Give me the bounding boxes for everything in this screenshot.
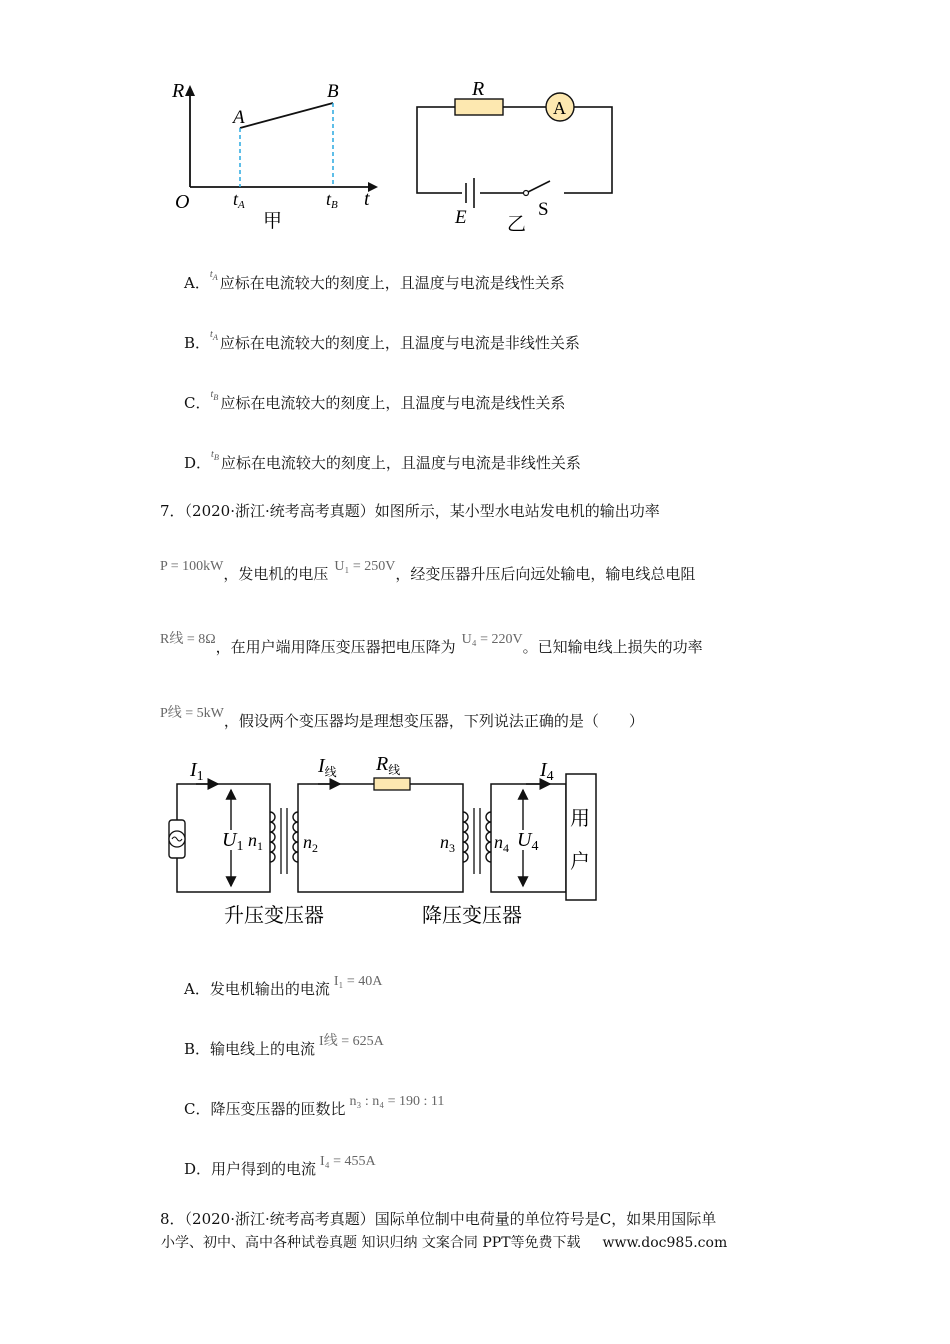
footer [161, 1232, 727, 1252]
rline-label: $R_线$ [376, 753, 401, 777]
n2-label: $n_2$ [303, 832, 318, 855]
footer-text: 小学、初中、高中各种试卷真题 知识归纳 文案合同 PPT等免费下载 [161, 1235, 581, 1251]
q7-option-b[interactable]: B．输电线上的电流 I线 = 625A [184, 1034, 384, 1058]
q7-option-d[interactable]: D．用户得到的电流 I₄ = 455A [184, 1154, 376, 1178]
q8-intro: 8．（2020·浙江·统考高考真题）国际单位制中电荷量的单位符号是C，如果用国际单 [160, 1210, 717, 1228]
q6-option-b[interactable]: B．$^{t_A}$ 应标在电流较大的刻度上，且温度与电流是非线性关系 [184, 329, 580, 352]
q7-line-2: P = 100kW，发电机的电压 U₁ = 250V，经变压器升压后向远处输电，输电线总电阻 [160, 559, 696, 583]
resistor-r [455, 99, 503, 115]
tick-ta-label: tA [233, 189, 245, 211]
switch-label: S [538, 199, 549, 220]
math-pline: P线 = 5kW [160, 706, 224, 721]
math-u4: U₄ = 220V [461, 632, 523, 647]
figure-1 [160, 75, 630, 245]
ammeter-label: A [553, 98, 566, 118]
q7-option-c[interactable]: C．降压变压器的匝数比 n₃ : n₄ = 190 : 11 [184, 1094, 445, 1118]
figure-2 [160, 750, 610, 935]
footer-url[interactable]: www.doc985.com [602, 1235, 728, 1251]
q7-line-3: R线 = 8Ω，在用户端用降压变压器把电压降为 U₄ = 220V。已知输电线上损失的功率 [160, 632, 703, 656]
q7-line-4: P线 = 5kW，假设两个变压器均是理想变压器，下列说法正确的是（ ） [160, 706, 644, 730]
q7-option-a[interactable]: A．发电机输出的电流 I₁ = 40A [184, 974, 383, 998]
resistor-label: R [472, 78, 485, 100]
n4-label: $n_4$ [494, 832, 509, 855]
origin-label: O [175, 191, 190, 213]
user-label-2: 户 [570, 851, 590, 873]
q7-intro: 7．（2020·浙江·统考高考真题）如图所示，某小型水电站发电机的输出功率 [160, 502, 660, 520]
n1-label: $n_1$ [248, 830, 263, 853]
battery-label: E [455, 207, 467, 228]
q6-option-d[interactable]: D．$^{t_B}$ 应标在电流较大的刻度上，且温度与电流是非线性关系 [184, 449, 581, 472]
i4-label: $I_4$ [540, 759, 554, 784]
x-axis-label: t [364, 188, 370, 210]
u4-label: $U_4$ [517, 829, 539, 854]
graph-jia [171, 80, 378, 232]
caption-yi: 乙 [507, 214, 527, 235]
u1-label: $U_1$ [222, 829, 244, 854]
user-label-1: 用 [570, 808, 590, 830]
math-p: P = 100kW [160, 559, 224, 574]
point-b-label: B [327, 81, 339, 102]
math-u1: U₁ = 250V [334, 559, 396, 574]
tick-tb-label: tB [326, 189, 338, 211]
q6-option-a[interactable]: A．$^{t_A}$ 应标在电流较大的刻度上，且温度与电流是线性关系 [184, 269, 565, 292]
math-rline: R线 = 8Ω [160, 632, 216, 647]
q6-option-c[interactable]: C．$^{t_B}$ 应标在电流较大的刻度上，且温度与电流是线性关系 [184, 389, 566, 412]
step-down-label: 降压变压器 [422, 905, 522, 927]
y-axis-label: R [172, 80, 185, 102]
user-box [566, 774, 596, 900]
n3-label: $n_3$ [440, 832, 455, 855]
step-up-label: 升压变压器 [224, 905, 324, 927]
caption-jia: 甲 [263, 211, 283, 232]
i1-label: $I_1$ [190, 759, 204, 784]
circuit-yi [417, 78, 612, 235]
iline-label: $I_线$ [318, 755, 337, 779]
rline-resistor [374, 778, 410, 790]
point-a-label: A [233, 107, 245, 128]
